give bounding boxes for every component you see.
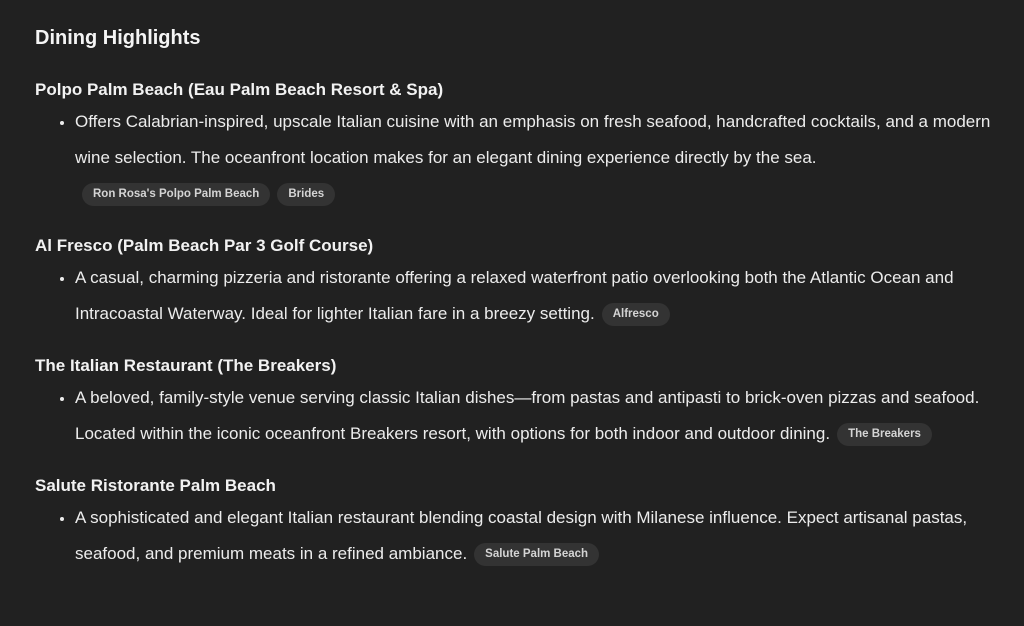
restaurant-section-polpo (35, 76, 1004, 212)
restaurant-description-text: A beloved, family-style venue serving classic Italian dishes—from pastas and antipasti to brick-oven pizzas and seafood. Located within the iconic oceanfront Breakers resort, with options for both indoor and outdoor dining. (75, 388, 980, 443)
restaurant-section-salute (35, 472, 1004, 572)
restaurant-description (75, 104, 1004, 212)
restaurant-heading: Salute Ristorante Palm Beach (35, 476, 276, 495)
restaurant-bullet-list (35, 260, 1004, 332)
citation-pill[interactable]: Ron Rosa's Polpo Palm Beach (82, 183, 270, 206)
restaurant-heading: The Italian Restaurant (The Breakers) (35, 356, 337, 375)
restaurant-bullet-list (35, 104, 1004, 212)
restaurant-description (75, 380, 1004, 452)
citation-pill[interactable]: The Breakers (837, 423, 932, 446)
restaurant-section-al-fresco (35, 232, 1004, 332)
restaurant-description (75, 260, 1004, 332)
restaurant-heading: Polpo Palm Beach (Eau Palm Beach Resort & Spa) (35, 80, 444, 99)
restaurant-description (75, 500, 1004, 572)
restaurant-heading: Al Fresco (Palm Beach Par 3 Golf Course) (35, 236, 374, 255)
restaurant-description-text: A casual, charming pizzeria and ristorante offering a relaxed waterfront patio overlooking both the Atlantic Ocean and Intracoastal Waterway. Ideal for lighter Italian fare in a breezy setting. (75, 268, 954, 323)
restaurant-section-italian-restaurant (35, 352, 1004, 452)
restaurant-description-text: Offers Calabrian-inspired, upscale Italian cuisine with an emphasis on fresh seafood, handcrafted cocktails, and a modern wine selection. The oceanfront location makes for an elegant dining experience directly by the sea. (75, 112, 991, 167)
restaurant-bullet-list (35, 500, 1004, 572)
page-title: Dining Highlights (35, 27, 201, 49)
citation-pill[interactable]: Brides (277, 183, 335, 206)
restaurant-bullet-list (35, 380, 1004, 452)
restaurant-description-text: A sophisticated and elegant Italian restaurant blending coastal design with Milanese influence. Expect artisanal pastas, seafood, and premium meats in a refined ambiance. (75, 508, 968, 563)
citation-pill[interactable]: Alfresco (602, 303, 670, 326)
citation-pill[interactable]: Salute Palm Beach (474, 543, 599, 566)
